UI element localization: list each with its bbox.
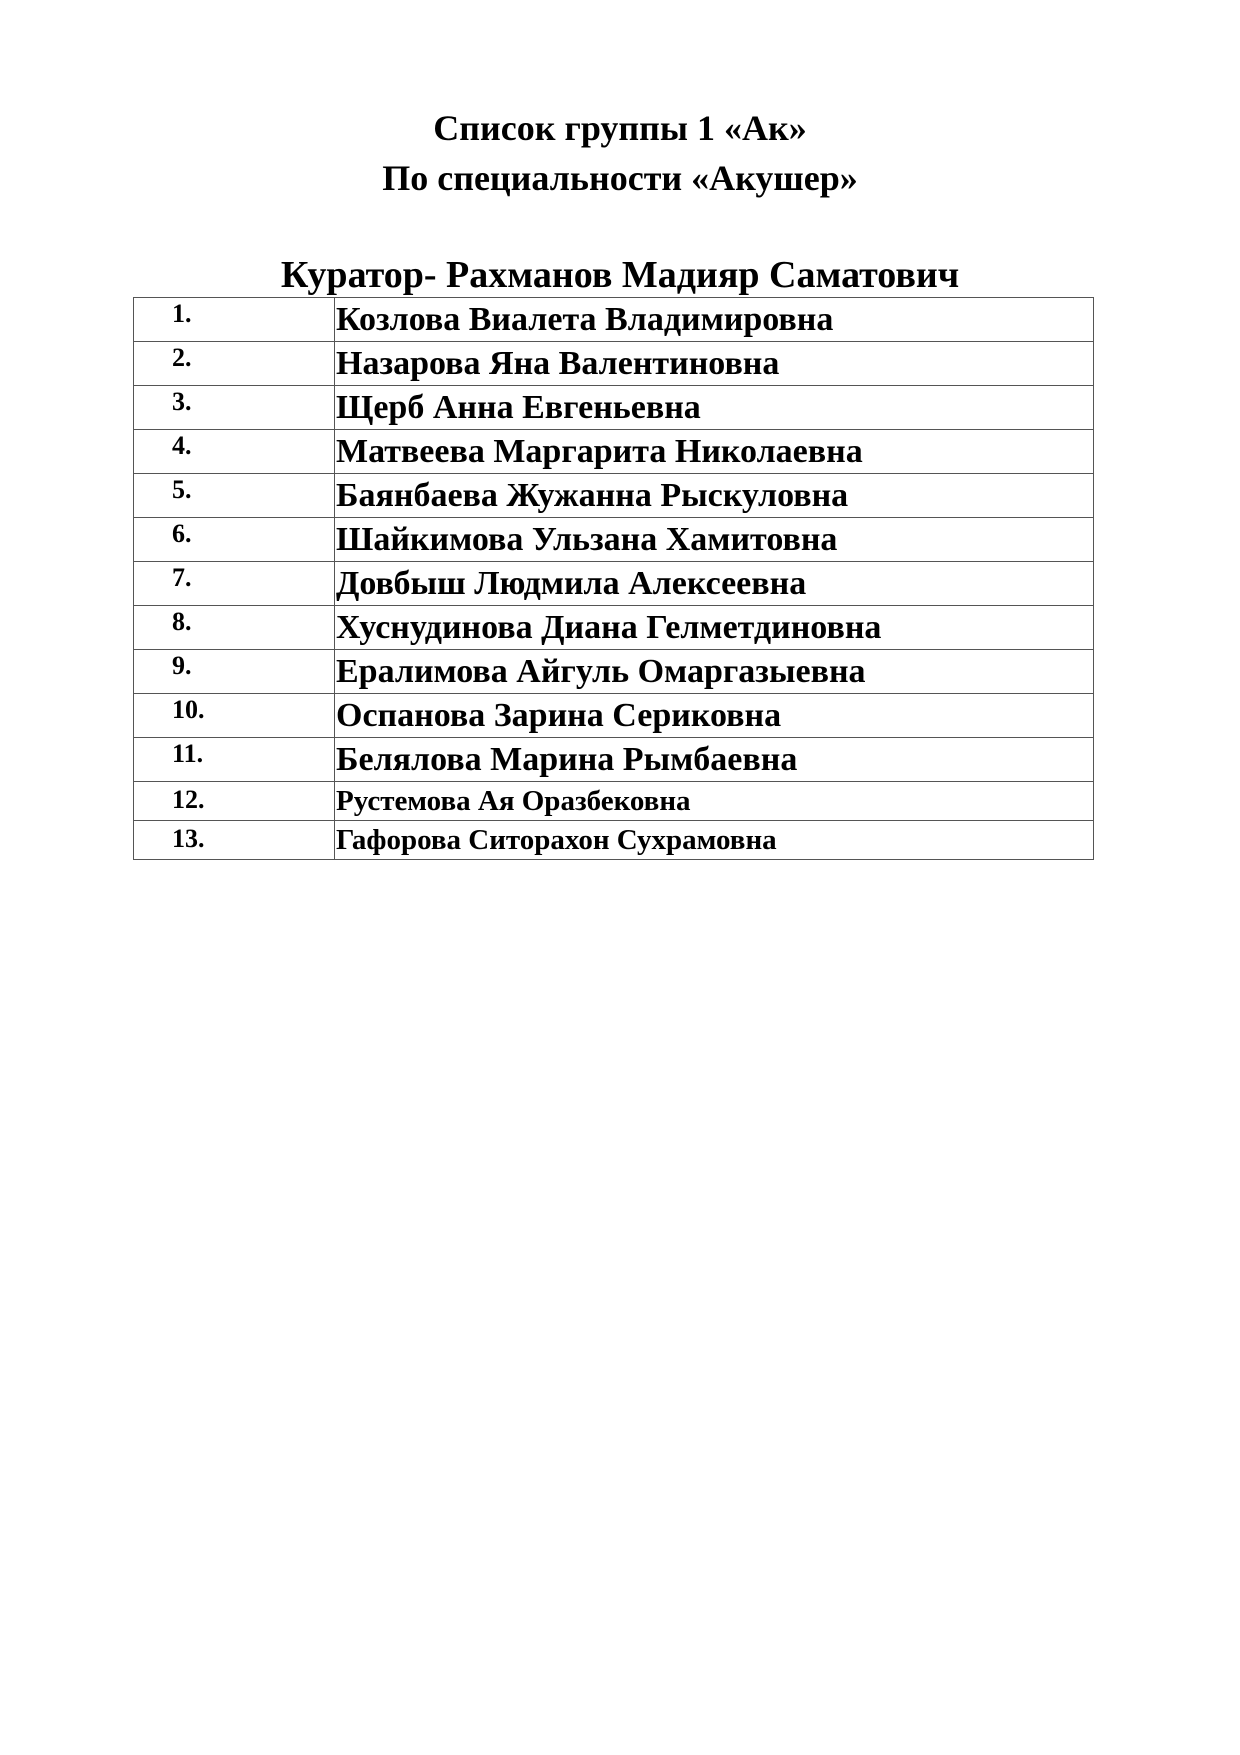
student-name: Хуснудинова Диана Гелметдиновна bbox=[335, 606, 1094, 650]
row-number: 10. bbox=[134, 694, 335, 738]
student-name: Шайкимова Ульзана Хамитовна bbox=[335, 518, 1094, 562]
student-name: Козлова Виалета Владимировна bbox=[335, 298, 1094, 342]
table-row bbox=[134, 821, 1094, 860]
table-row bbox=[134, 782, 1094, 821]
row-number: 2. bbox=[134, 342, 335, 386]
table-row bbox=[134, 738, 1094, 782]
table-row bbox=[134, 342, 1094, 386]
table-row bbox=[134, 650, 1094, 694]
table-row bbox=[134, 518, 1094, 562]
row-number: 1. bbox=[134, 298, 335, 342]
student-name: Гафорова Ситорахон Сухрамовна bbox=[335, 821, 1094, 860]
student-name: Баянбаева Жужанна Рыскуловна bbox=[335, 474, 1094, 518]
row-number: 6. bbox=[134, 518, 335, 562]
student-name: Рустемова Ая Оразбековна bbox=[335, 782, 1094, 821]
row-number: 5. bbox=[134, 474, 335, 518]
student-roster-table bbox=[133, 297, 1094, 860]
row-number: 13. bbox=[134, 821, 335, 860]
table-row bbox=[134, 386, 1094, 430]
student-name: Назарова Яна Валентиновна bbox=[335, 342, 1094, 386]
table-row bbox=[134, 606, 1094, 650]
student-name: Оспанова Зарина Сериковна bbox=[335, 694, 1094, 738]
table-row bbox=[134, 430, 1094, 474]
student-name: Матвеева Маргарита Николаевна bbox=[335, 430, 1094, 474]
table-row bbox=[134, 694, 1094, 738]
student-name: Щерб Анна Евгеньевна bbox=[335, 386, 1094, 430]
row-number: 8. bbox=[134, 606, 335, 650]
student-name: Белялова Марина Рымбаевна bbox=[335, 738, 1094, 782]
table-row bbox=[134, 298, 1094, 342]
row-number: 4. bbox=[134, 430, 335, 474]
row-number: 12. bbox=[134, 782, 335, 821]
table-row bbox=[134, 474, 1094, 518]
row-number: 9. bbox=[134, 650, 335, 694]
student-name: Ералимова Айгуль Омаргазыевна bbox=[335, 650, 1094, 694]
row-number: 3. bbox=[134, 386, 335, 430]
student-name: Довбыш Людмила Алексеевна bbox=[335, 562, 1094, 606]
row-number: 11. bbox=[134, 738, 335, 782]
table-row bbox=[134, 562, 1094, 606]
row-number: 7. bbox=[134, 562, 335, 606]
document-subtitle: По специальности «Акушер» bbox=[382, 158, 858, 198]
curator-line: Куратор- Рахманов Мадияр Саматович bbox=[280, 254, 960, 296]
document-title: Список группы 1 «Ак» bbox=[433, 108, 807, 148]
